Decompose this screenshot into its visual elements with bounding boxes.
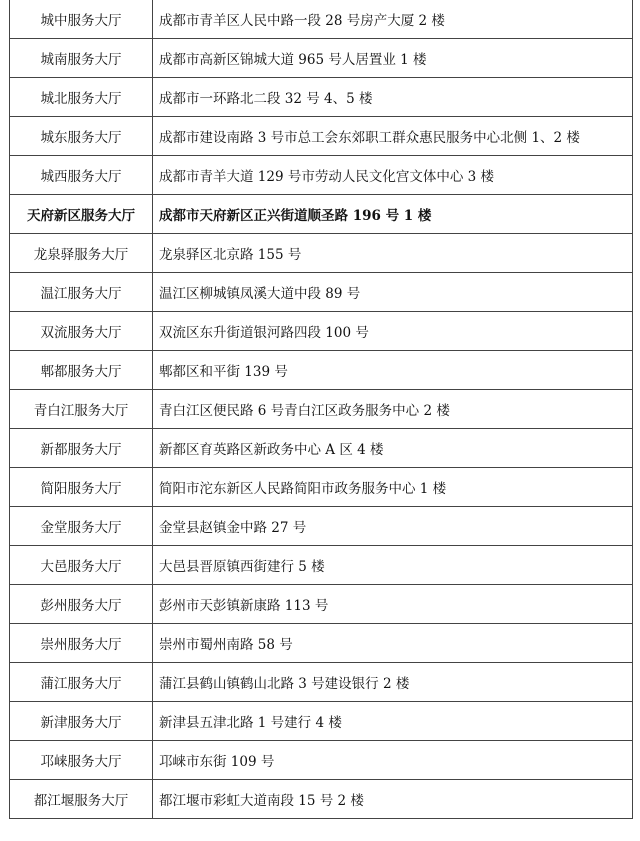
hall-name-cell: 城中服务大厅	[10, 0, 153, 39]
hall-name-cell: 大邑服务大厅	[10, 546, 153, 585]
table-row	[10, 273, 633, 312]
table-row	[10, 507, 633, 546]
table-row	[10, 546, 633, 585]
hall-name-cell: 金堂服务大厅	[10, 507, 153, 546]
hall-name-cell: 邛崃服务大厅	[10, 741, 153, 780]
hall-name-cell: 城东服务大厅	[10, 117, 153, 156]
table-row	[10, 468, 633, 507]
hall-address-cell: 成都市高新区锦城大道 965 号人居置业 1 楼	[153, 39, 633, 78]
hall-address-cell: 龙泉驿区北京路 155 号	[153, 234, 633, 273]
hall-address-cell: 成都市青羊大道 129 号市劳动人民文化宫文体中心 3 楼	[153, 156, 633, 195]
hall-address-cell: 新都区育英路区新政务中心 A 区 4 楼	[153, 429, 633, 468]
table-body	[10, 0, 633, 819]
table-row	[10, 195, 633, 234]
table-row	[10, 39, 633, 78]
hall-name-cell: 新都服务大厅	[10, 429, 153, 468]
table-row	[10, 741, 633, 780]
hall-name-cell: 城西服务大厅	[10, 156, 153, 195]
table-row	[10, 780, 633, 819]
hall-name-cell: 温江服务大厅	[10, 273, 153, 312]
hall-address-cell: 崇州市蜀州南路 58 号	[153, 624, 633, 663]
table-row	[10, 390, 633, 429]
hall-address-cell: 大邑县晋原镇西街建行 5 楼	[153, 546, 633, 585]
hall-address-cell: 彭州市天彭镇新康路 113 号	[153, 585, 633, 624]
table-row	[10, 312, 633, 351]
hall-address-cell: 郫都区和平街 139 号	[153, 351, 633, 390]
table-row	[10, 156, 633, 195]
hall-address-cell: 金堂县赵镇金中路 27 号	[153, 507, 633, 546]
hall-name-cell: 城北服务大厅	[10, 78, 153, 117]
table-row	[10, 624, 633, 663]
hall-address-cell: 新津县五津北路 1 号建行 4 楼	[153, 702, 633, 741]
hall-name-cell: 双流服务大厅	[10, 312, 153, 351]
hall-name-cell: 郫都服务大厅	[10, 351, 153, 390]
table-row	[10, 78, 633, 117]
hall-address-cell: 邛崃市东街 109 号	[153, 741, 633, 780]
hall-address-cell: 青白江区便民路 6 号青白江区政务服务中心 2 楼	[153, 390, 633, 429]
hall-name-cell: 天府新区服务大厅	[10, 195, 153, 234]
table-row	[10, 702, 633, 741]
hall-name-cell: 崇州服务大厅	[10, 624, 153, 663]
hall-address-cell: 成都市天府新区正兴街道顺圣路 196 号 1 楼	[153, 195, 633, 234]
hall-address-cell: 都江堰市彩虹大道南段 15 号 2 楼	[153, 780, 633, 819]
table-row	[10, 585, 633, 624]
hall-address-cell: 温江区柳城镇凤溪大道中段 89 号	[153, 273, 633, 312]
hall-name-cell: 蒲江服务大厅	[10, 663, 153, 702]
table-row	[10, 429, 633, 468]
hall-address-cell: 蒲江县鹤山镇鹤山北路 3 号建设银行 2 楼	[153, 663, 633, 702]
hall-address-cell: 成都市建设南路 3 号市总工会东郊职工群众惠民服务中心北侧 1、2 楼	[153, 117, 633, 156]
hall-name-cell: 都江堰服务大厅	[10, 780, 153, 819]
table-row	[10, 234, 633, 273]
service-hall-table	[9, 0, 633, 819]
hall-address-cell: 成都市青羊区人民中路一段 28 号房产大厦 2 楼	[153, 0, 633, 39]
hall-name-cell: 简阳服务大厅	[10, 468, 153, 507]
hall-address-cell: 简阳市沱东新区人民路简阳市政务服务中心 1 楼	[153, 468, 633, 507]
hall-address-cell: 成都市一环路北二段 32 号 4、5 楼	[153, 78, 633, 117]
hall-name-cell: 龙泉驿服务大厅	[10, 234, 153, 273]
table-row	[10, 351, 633, 390]
hall-name-cell: 青白江服务大厅	[10, 390, 153, 429]
hall-name-cell: 彭州服务大厅	[10, 585, 153, 624]
table-row	[10, 663, 633, 702]
hall-name-cell: 新津服务大厅	[10, 702, 153, 741]
hall-address-cell: 双流区东升街道银河路四段 100 号	[153, 312, 633, 351]
hall-name-cell: 城南服务大厅	[10, 39, 153, 78]
table-row	[10, 117, 633, 156]
table-row	[10, 0, 633, 39]
